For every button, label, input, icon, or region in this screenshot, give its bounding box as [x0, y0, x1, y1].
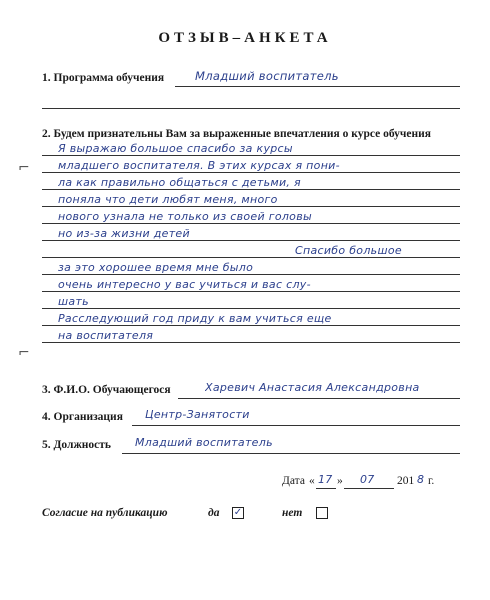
q4-label: 4. Организация [42, 411, 123, 423]
q1-answer: Младший воспитатель [195, 69, 339, 83]
q2-answer-line: Расследующий год приду к вам учиться еще [58, 312, 332, 325]
q2-line [42, 274, 460, 275]
consent-yes-label: да [208, 507, 220, 519]
q2-line [42, 308, 460, 309]
q2-answer-line: Спасибо большое [295, 244, 402, 257]
consent-no-label: нет [282, 507, 303, 519]
q1-extra-line [42, 108, 460, 109]
form-title: ОТЗЫВ–АНКЕТА [158, 30, 332, 46]
q2-answer-line: Я выражаю большое спасибо за курсы [58, 142, 293, 155]
date-day-line [316, 488, 336, 489]
q4-answer: Центр-Занятости [145, 408, 250, 421]
q2-answer-line: ла как правильно общаться с детьми, я [58, 176, 301, 189]
q2-line [42, 223, 460, 224]
date-month-line [344, 488, 394, 489]
q2-label: 2. Будем признательны Вам за выраженные впечатления о курсе обучения [42, 128, 431, 140]
date-close-quote: » [337, 475, 343, 487]
q1-line [175, 86, 460, 87]
q2-answer-line: поняла что дети любят меня, много [58, 193, 278, 206]
q2-answer-line: младшего воспитателя. В этих курсах я пони- [58, 159, 340, 172]
q2-answer-line: нового узнала не только из своей головы [58, 210, 312, 223]
q2-line [42, 155, 460, 156]
q3-label: 3. Ф.И.О. Обучающегося [42, 384, 171, 396]
date-suffix: г. [428, 475, 435, 487]
date-year-suffix: 8 [417, 473, 425, 486]
consent-label: Согласие на публикацию [42, 507, 168, 519]
q2-line [42, 206, 460, 207]
q2-answer-line: очень интересно у вас учиться и вас слу- [58, 278, 311, 291]
date-year-prefix: 201 [397, 475, 415, 487]
date-day: 17 [318, 473, 333, 486]
q2-answer-line: за это хорошее время мне было [58, 261, 254, 274]
q2-answer-line: на воспитателя [58, 329, 154, 342]
q5-line [122, 453, 460, 454]
q2-answer-line: шать [58, 295, 89, 308]
q2-line [42, 291, 460, 292]
q5-answer: Младший воспитатель [135, 436, 273, 449]
q3-answer: Харевич Анастасия Александровна [205, 381, 420, 394]
margin-mark: ⌐ [18, 160, 30, 176]
margin-mark: ⌐ [18, 345, 30, 361]
q4-line [132, 425, 460, 426]
q2-answer-line: но из-за жизни детей [58, 227, 190, 240]
consent-yes-checkbox[interactable]: ✓ [233, 507, 243, 518]
q2-line [42, 189, 460, 190]
date-label: Дата [282, 475, 305, 487]
q2-line [42, 240, 460, 241]
q3-line [178, 398, 460, 399]
consent-no-checkbox[interactable] [316, 507, 328, 519]
q2-line [42, 342, 460, 343]
q2-line [42, 325, 460, 326]
date-open-quote: « [309, 475, 315, 487]
q2-line [42, 257, 460, 258]
date-month: 07 [360, 473, 375, 486]
q1-label: 1. Программа обучения [42, 72, 165, 84]
q5-label: 5. Должность [42, 439, 112, 451]
q2-line [42, 172, 460, 173]
